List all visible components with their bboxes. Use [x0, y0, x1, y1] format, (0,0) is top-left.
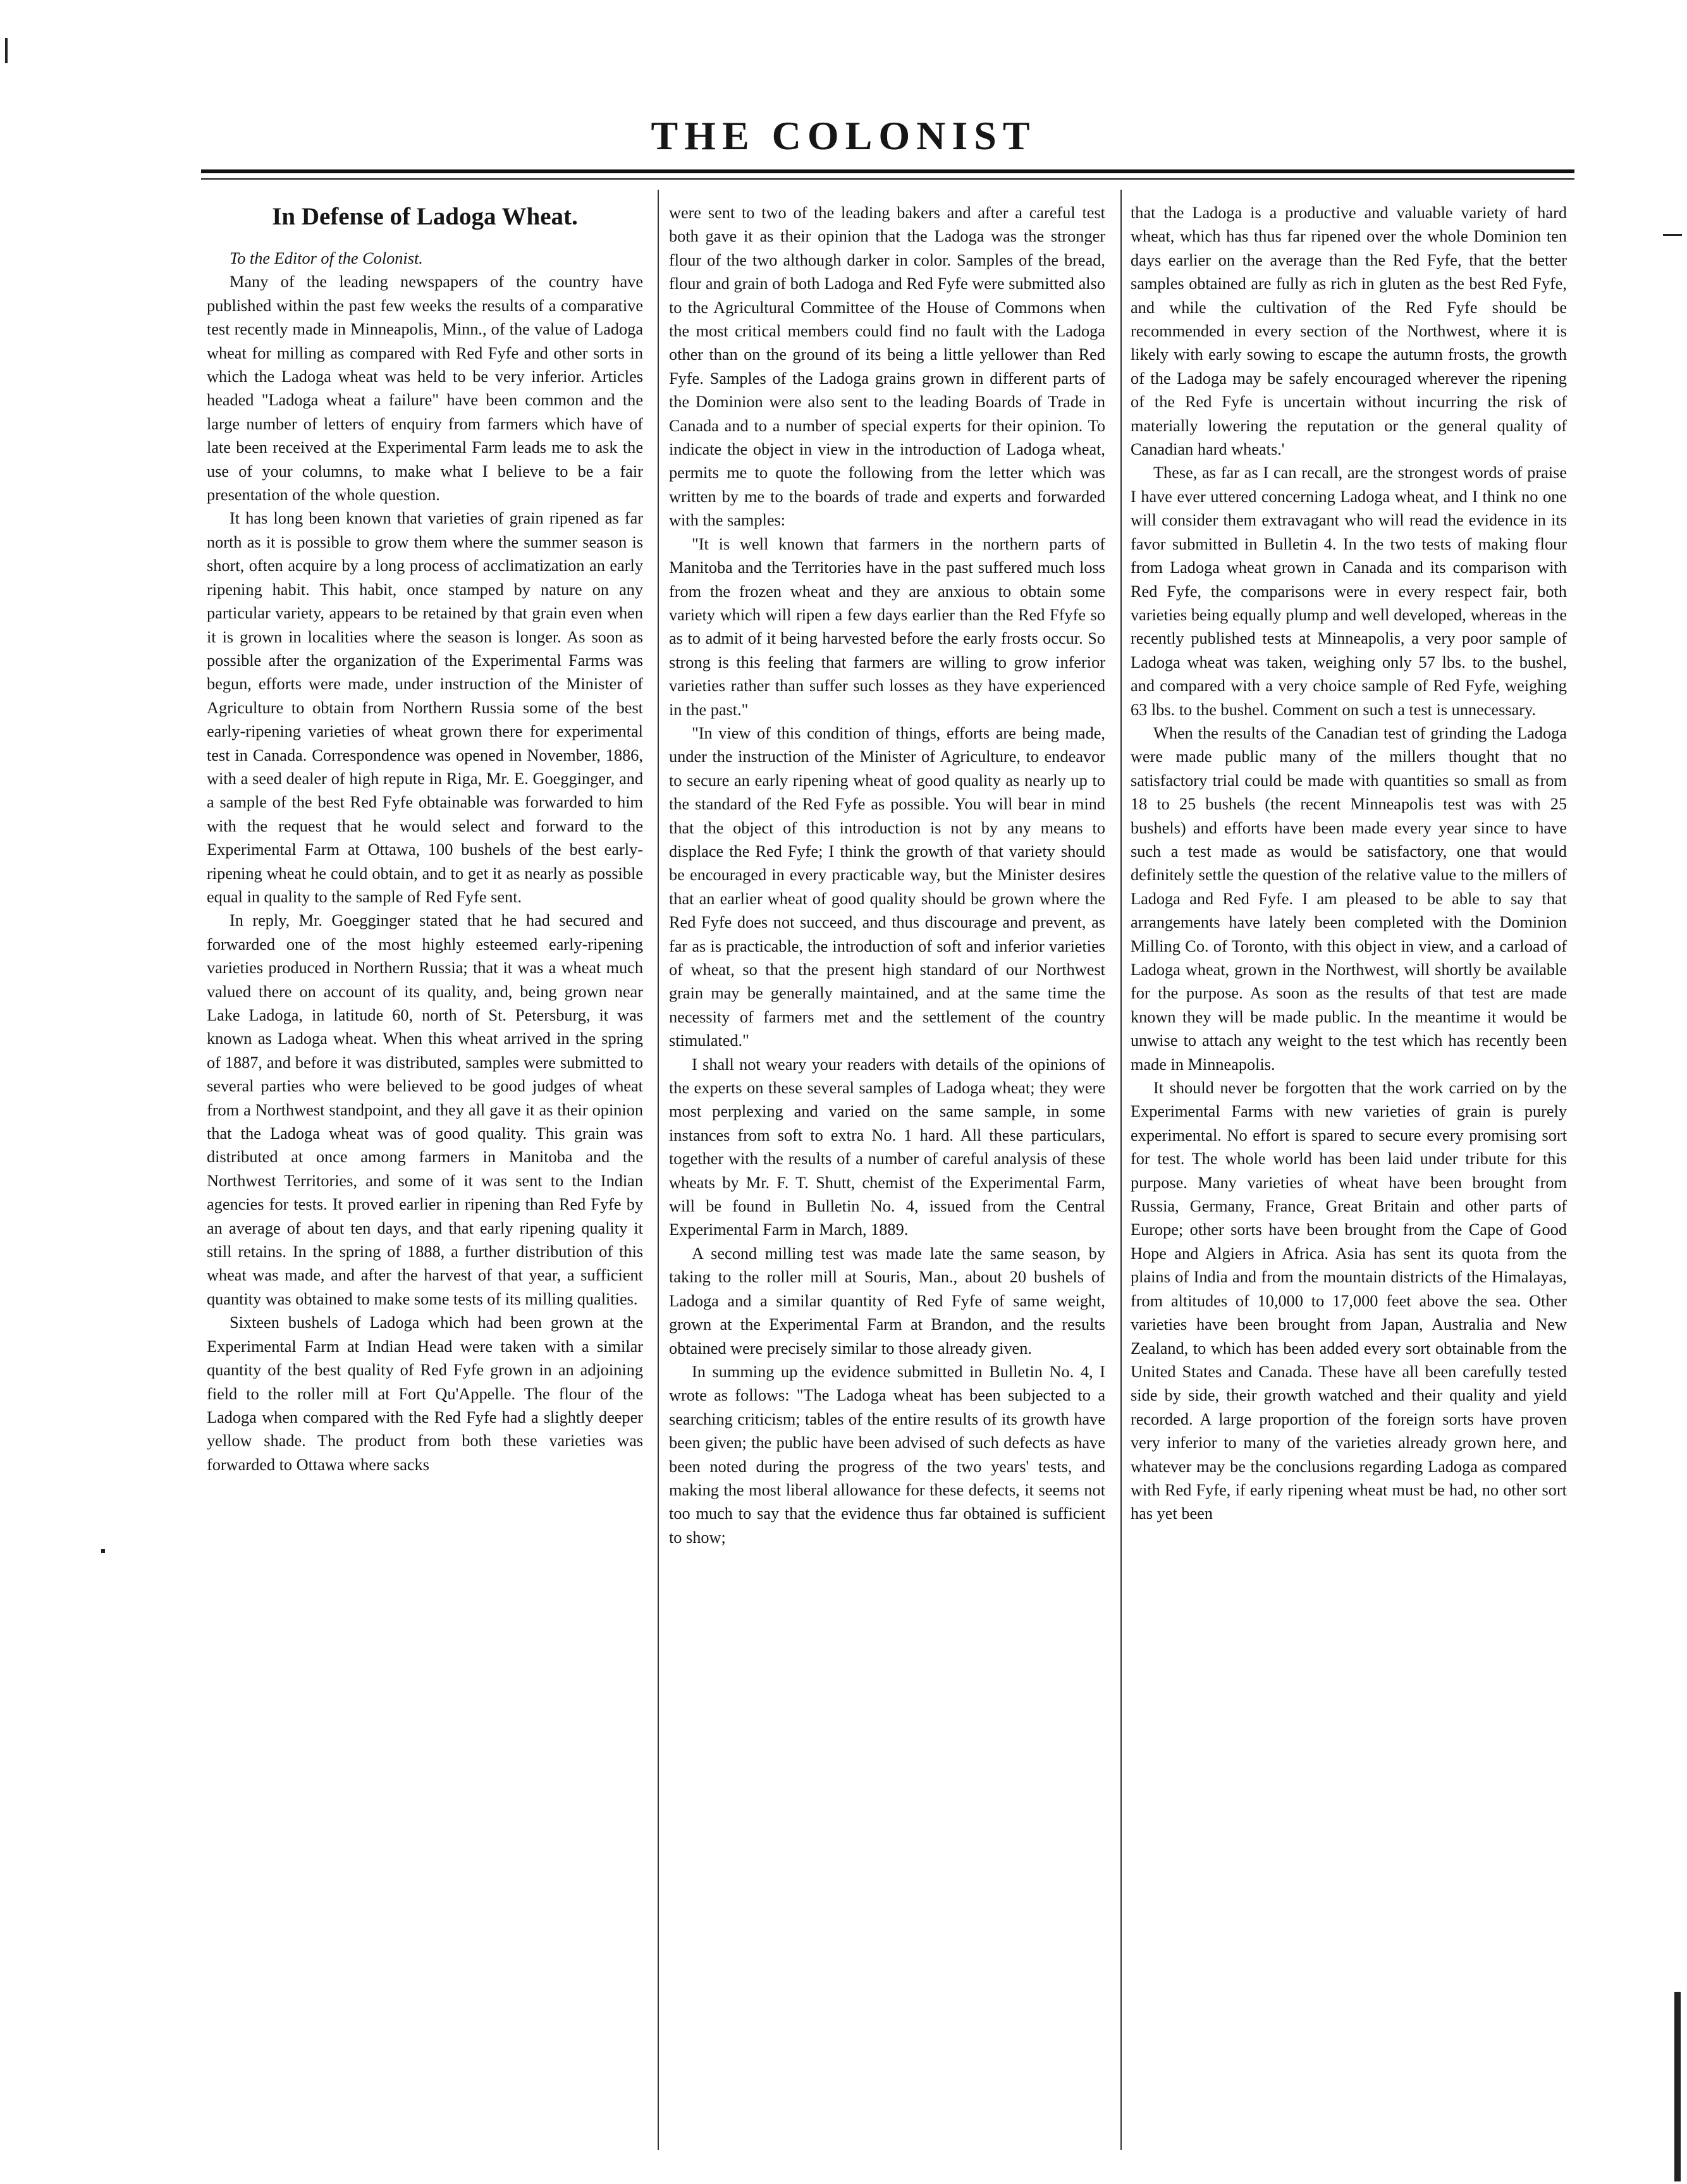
- masthead-rule-thin: [201, 178, 1574, 180]
- column-2: [669, 201, 1105, 2136]
- paragraph: that the Ladoga is a productive and valuable variety of hard wheat, which has thus far ripened over the whole Dominion ten days earlier on the average than the Red Fyfe, that the better samples obtained are fully as rich in gluten as the best Red Fyfe, and while the cultivation of the Red Fyfe should be recommended in every section of the Northwest, where it is likely with early sowing to escape the autumn frosts, the growth of the Ladoga may be safely encouraged wherever the ripening of the Red Fyfe is uncertain without incurring the risk of materially lowering the reputation or the general quality of Canadian hard wheats.': [1131, 204, 1567, 459]
- column-3: [1131, 201, 1567, 2136]
- paragraph: Many of the leading newspapers of the country have published within the past few weeks the results of a comparative test recently made in Minneapolis, Minn., of the value of Ladoga wheat for milling as compared with Red Fyfe and other sorts in which the Ladoga wheat was held to be very inferior. Articles headed "Ladoga wheat a failure" have been common and the large number of letters of enquiry from farmers which have of late been received at the Experimental Farm leads me to ask the use of your columns, to make what I believe to be a fair presentation of the whole question.: [207, 273, 643, 505]
- paragraph: It has long been known that varieties of grain ripened as far north as it is possible to grow them where the summer season is short, often acquire by a long process of acclimatization an early ripening habit. This habit, once stamped by nature on any particular variety, appears to be retained by that grain even when it is grown in localities where the season is longer. As soon as possible after the organization of the Experimental Farms was begun, efforts were made, under instruction of the Minister of Agriculture to obtain from Northern Russia some of the best early-ripening varieties of wheat grown there for experimental test in Canada. Correspondence was opened in November, 1886, with a seed dealer of high repute in Riga, Mr. E. Goegginger, and a sample of the best Red Fyfe obtainable was forwarded to him with the request that he would select and forward to the Experimental Farm at Ottawa, 100 bushels of the best early-ripening wheat he could obtain, and to get it as nearly as possible equal in quality to the sample of Red Fyfe sent.: [207, 509, 643, 906]
- paragraph: "It is well known that farmers in the northern parts of Manitoba and the Territories have in the past suffered much loss from the frozen wheat and they are anxious to obtain some variety which will ripen a few days earlier than the Red Ffyfe so as to admit of it being harvested before the early frosts occur. So strong is this feeling that farmers are willing to grow inferior varieties rather than suffer such losses as they have experienced in the past.": [669, 534, 1105, 719]
- paragraph: I shall not weary your readers with details of the opinions of the experts on these several samples of Ladoga wheat; they were most perplexing and varied on the same sample, in some instances from soft to extra No. 1 hard. All these particulars, together with the results of a number of careful analysis of these wheats by Mr. F. T. Shutt, chemist of the Experimental Farm, will be found in Bulletin No. 4, issued from the Central Experimental Farm in March, 1889.: [669, 1055, 1105, 1239]
- scan-mark: [1663, 234, 1682, 236]
- paragraph: In reply, Mr. Goegginger stated that he had secured and forwarded one of the most highly esteemed early-ripening varieties produced in Northern Russia; that it was a wheat much valued there on account of its quality, and, being grown near Lake Ladoga, in latitude 60, north of St. Petersburg, it was known as Ladoga wheat. When this wheat arrived in the spring of 1887, and before it was distributed, samples were submitted to several parties who were believed to be good judges of wheat from a Northwest standpoint, and they all gave it as their opinion that the Ladoga wheat was of good quality. This grain was distributed at once among farmers in Manitoba and the Northwest Territories, and some of it was sent to the Indian agencies for tests. It proved earlier in ripening than Red Fyfe by an average of about ten days, and that early ripening quality it still retains. In the spring of 1888, a further distribution of this wheat was made, and after the harvest of that year, a sufficient quantity was obtained to make some tests of its milling qualities.: [207, 911, 643, 1308]
- paragraph: When the results of the Canadian test of grinding the Ladoga were made public many of the millers thought that no satisfactory trial could be made with quantities so small as from 18 to 25 bushels (the recent Minneapolis test was with 25 bushels) and efforts have been made every year since to have such a test made as would be satisfactory, one that would definitely settle the question of the relative value to the millers of Ladoga and Red Fyfe. I am pleased to be able to say that arrangements have lately been completed with the Dominion Milling Co. of Toronto, with this object in view, and a carload of Ladoga wheat, grown in the Northwest, will shortly be available for the purpose. As soon as the results of that test are made known they will be made public. In the meantime it would be unwise to attach any weight to the test which has recently been made in Minneapolis.: [1131, 723, 1567, 1074]
- paragraph: A second milling test was made late the same season, by taking to the roller mill at Souris, Man., about 20 bushels of Ladoga and a similar quantity of Red Fyfe of same weight, grown at the Experimental Farm at Brandon, and the results obtained were precisely similar to those already given.: [669, 1244, 1105, 1358]
- paragraph: These, as far as I can recall, are the strongest words of praise I have ever uttered concerning Ladoga wheat, and I think no one will consider them extravagant who will read the evidence in its favor submitted in Bulletin 4. In the two tests of making flour from Ladoga wheat grown in Canada and its comparison with Red Fyfe, the comparisons were in every respect fair, both varieties being equally plump and well developed, whereas in the recently published tests at Minneapolis, a very poor sample of Ladoga wheat was taken, weighing only 57 lbs. to the bushel, and compared with a very choice sample of Red Fyfe, weighing 63 lbs. to the bushel. Comment on such a test is unnecessary.: [1131, 463, 1567, 719]
- paragraph: It should never be forgotten that the work carried on by the Experimental Farms with new varieties of grain is purely experimental. No effort is spared to secure every promising sort for test. The whole world has been laid under tribute for this purpose. Many varieties of wheat have been brought from Russia, Germany, France, Great Britain and other parts of Europe; other sorts have been brought from the Cape of Good Hope and Algiers in Africa. Asia has sent its quota from the plains of India and from the mountain districts of the Himalayas, from altitudes of 10,000 to 17,000 feet above the sea. Other varieties have been brought from Japan, Australia and New Zealand, to which has been added every sort obtainable from the United States and Canada. These have all been carefully tested side by side, their growth watched and their quality and yield recorded. A large proportion of the foreign sorts have proven very inferior to many of the varieties already grown here, and whatever may be the conclusions regarding Ladoga as compared with Red Fyfe, if early ripening wheat must be had, no other sort has yet been: [1131, 1079, 1567, 1523]
- column-1: [207, 201, 643, 2136]
- salutation: To the Editor of the Colonist.: [230, 249, 423, 267]
- column-separator: [658, 190, 659, 2150]
- column-separator: [1120, 190, 1122, 2150]
- masthead: THE COLONIST: [651, 113, 1036, 158]
- scan-mark: [101, 1549, 105, 1553]
- paragraph: In summing up the evidence submitted in Bulletin No. 4, I wrote as follows: "The Ladoga wheat has been subjected to a searching criticism; tables of the entire results of its growth have been given; the public have been advised of such defects as have been noted during the progress of the two years' tests, and making the most liberal allowance for these defects, it seems not too much to say that the evidence thus far obtained is sufficient to show;: [669, 1362, 1105, 1547]
- paragraph: were sent to two of the leading bakers and after a careful test both gave it as their opinion that the Ladoga was the stronger flour of the two although darker in color. Samples of the bread, flour and grain of both Ladoga and Red Fyfe were submitted also to the Agricultural Committee of the House of Commons when the most critical members could find no fault with the Ladoga other than on the ground of its being a little yellower than Red Fyfe. Samples of the Ladoga grains grown in different parts of the Dominion were also sent to the leading Boards of Trade in Canada and to a number of special experts for their opinion. To indicate the object in view in the introduction of Ladoga wheat, permits me to quote the following from the letter which was written by me to the boards of trade and experts and forwarded with the samples:: [669, 204, 1105, 530]
- scan-mark: [5, 38, 8, 63]
- article-title: In Defense of Ladoga Wheat.: [272, 203, 578, 230]
- paragraph: "In view of this condition of things, efforts are being made, under the instruction of the Minister of Agriculture, to endeavor to secure an early ripening wheat of good quality as nearly up to the standard of the Red Fyfe as possible. You will bear in mind that the object of this introduction is not by any means to displace the Red Fyfe; I think the growth of that variety should be encouraged in every practicable way, but the Minister desires that an earlier wheat of good quality should be grown where the Red Fyfe does not succeed, and thus discourage and prevent, as far as is practicable, the introduction of soft and inferior varieties of wheat, so that the present high standard of our Northwest grain may be generally maintained, and at the same time the necessity of farmers met and the settlement of the country stimulated.": [669, 723, 1105, 1050]
- paragraph: Sixteen bushels of Ladoga which had been grown at the Experimental Farm at Indian Head were taken with a similar quantity of the best quality of Red Fyfe grown in an adjoining field to the roller mill at Fort Qu'Appelle. The flour of the Ladoga when compared with the Red Fyfe had a slightly deeper yellow shade. The product from both these varieties was forwarded to Ottawa where sacks: [207, 1313, 643, 1474]
- scan-mark: [1674, 1992, 1681, 2181]
- masthead-rule-thick: [201, 169, 1574, 173]
